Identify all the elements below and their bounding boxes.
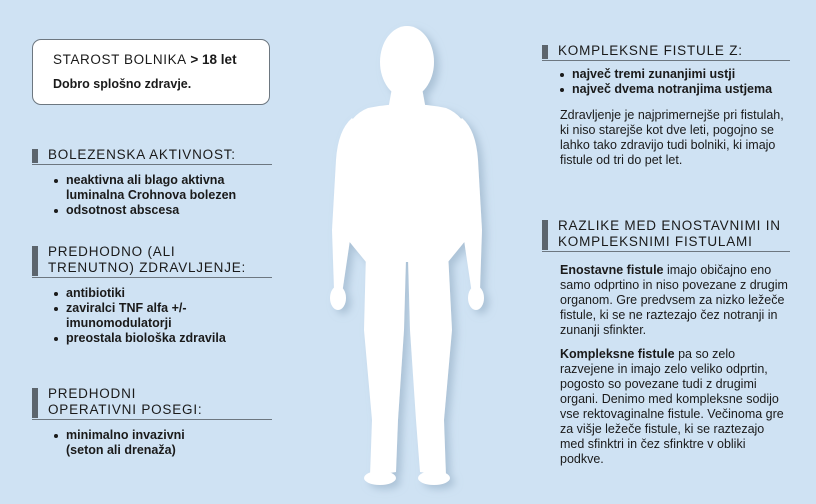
list-item: minimalno invazivni (seton ali drenaža) [54, 428, 216, 458]
disease-activity-title: BOLEZENSKA AKTIVNOST: [48, 147, 236, 162]
list-item: preostala biološka zdravila [54, 331, 272, 346]
previous-treatment-list [32, 286, 272, 346]
section-marker [32, 388, 38, 418]
section-marker [32, 149, 38, 163]
patient-age-box [32, 39, 270, 105]
differences-header [542, 218, 790, 252]
previous-surgery-header [32, 386, 272, 420]
list-item: največ tremi zunanjimi ustji [560, 67, 790, 82]
complex-fistulas-list [542, 67, 790, 97]
previous-surgery-title: PREDHODNI OPERATIVNI POSEGI: [48, 386, 203, 417]
age-subtitle: Dobro splošno zdravje. [53, 77, 192, 91]
previous-surgery-list [32, 428, 272, 458]
previous-treatment-header [32, 244, 272, 278]
section-marker [32, 246, 38, 276]
complex-fistulas-header [542, 43, 790, 61]
list-item: zaviralci TNF alfa +/- imunomodulatorji [54, 301, 216, 331]
age-line [53, 52, 269, 67]
complex-fistulas-section [542, 43, 790, 168]
previous-treatment-section [32, 244, 272, 346]
disease-activity-list [32, 173, 272, 218]
complex-fistulas-paragraph [560, 347, 788, 467]
complex-fistulas-term: Kompleksne fistule [560, 347, 675, 361]
complex-fistulas-text: Zdravljenje je najprimernejše pri fistulah, ki niso starejše kot dve leti, pogojno se lahko tako zdravijo tudi bolniki, ki imajo fistule od tri do pet let. [560, 108, 784, 167]
disease-activity-section [32, 147, 272, 218]
simple-fistulas-term: Enostavne fistule [560, 263, 664, 277]
previous-treatment-title: PREDHODNO (ALI TRENUTNO) ZDRAVLJENJE: [48, 244, 247, 275]
section-marker [542, 220, 548, 250]
complex-fistulas-title: KOMPLEKSNE FISTULE Z: [558, 43, 743, 58]
differences-section [542, 218, 790, 467]
age-value: > 18 let [190, 52, 237, 67]
list-item: odsotnost abscesa [54, 203, 272, 218]
previous-surgery-section [32, 386, 272, 458]
simple-fistulas-paragraph [560, 263, 788, 338]
differences-title: RAZLIKE MED ENOSTAVNIMI IN KOMPLEKSNIMI FISTULAMI [558, 218, 781, 249]
list-item: antibiotiki [54, 286, 272, 301]
age-label: STAROST BOLNIKA [53, 52, 187, 67]
complex-fistulas-desc: pa so zelo razvejene in imajo zelo veliko odprtin, pogosto so povezane tudi z drugimi organi. Denimo med kompleksne sodijo vse rektovaginalne fistule. Večinoma gre za višje ležeče fistule, ki se raztezajo med sfinktri in čez sfinktre v obliki podkve. [560, 347, 784, 466]
list-item: neaktivna ali blago aktivna luminalna Crohnova bolezen [54, 173, 272, 203]
section-marker [542, 45, 548, 59]
simple-fistulas-text: imajo običajno eno samo odprtino in niso povezane z drugim organom. Gre predvsem za nizko ležeče fistule, ki se ne raztezajo čez notranji in zunanji sfinkter. [560, 263, 788, 337]
disease-activity-header [32, 147, 272, 165]
list-item: največ dvema notranjima ustjema [560, 82, 790, 97]
